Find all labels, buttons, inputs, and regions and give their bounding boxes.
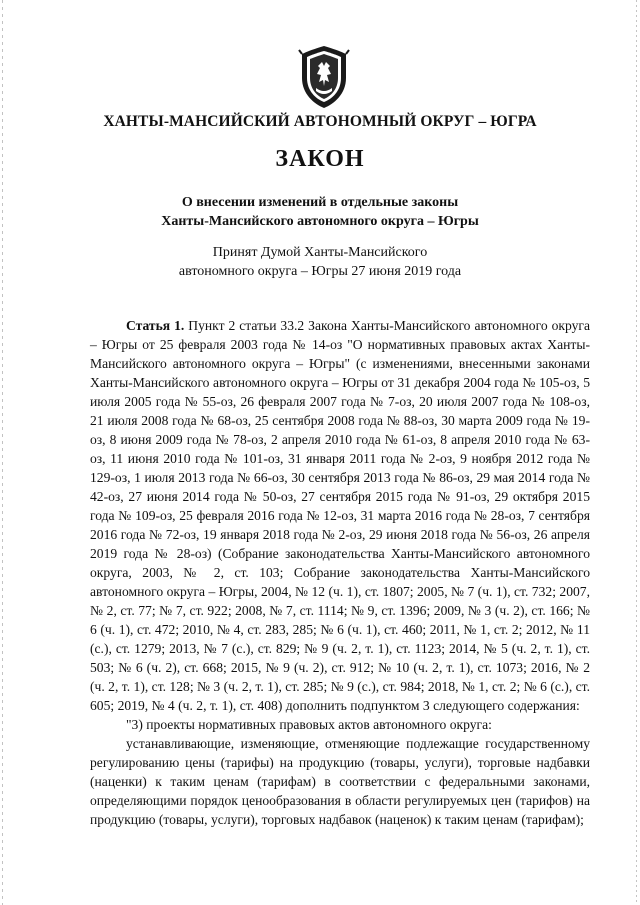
- article-1-text: Пункт 2 статьи 33.2 Закона Ханты-Мансийского автономного округа – Югры от 25 февраля 2003 года № 14-оз "О нормативных правовых актах Ханты-Мансийского автономного округа – Югры" (с изменениями, внесенными законами Ханты-Мансийского автономного округа – Югры от 31 декабря 2004 года № 105-оз, 5 июля 2005 года № 55-оз, 26 февраля 2007 года № 7-оз, 20 июля 2007 года № 108-оз, 21 июля 2008 года № 68-оз, 25 сентября 2008 года № 88-оз, 30 марта 2009 года № 19-оз, 8 июня 2009 года № 78-оз, 2 апреля 2010 года № 61-оз, 8 апреля 2010 года № 63-оз, 11 июня 2010 года № 101-оз, 31 января 2011 года № 2-оз, 9 ноября 2012 года № 129-оз, 1 июля 2013 года № 66-оз, 30 сентября 2013 года № 86-оз, 29 мая 2014 года № 42-оз, 27 июня 2014 года № 50-оз, 27 сентября 2015 года № 91-оз, 29 октября 2015 года № 109-оз, 25 февраля 2016 года № 12-оз, 31 марта 2016 года № 28-оз, 7 сентября 2016 года № 72-оз, 19 января 2018 года № 2-оз, 29 июня 2018 года № 56-оз, 26 апреля 2019 года № 28-оз) (Собрание законодательства Ханты-Мансийского автономного округа, 2003, № 2, ст. 103; Собрание законодательства Ханты-Мансийского автономного округа – Югры, 2004, № 12 (ч. 1), ст. 1807; 2005, № 7 (ч. 1), ст. 732; 2007, № 2, ст. 77; № 7, ст. 922; 2008, № 7, ст. 1114; № 9, ст. 1396; 2009, № 3 (ч. 2), ст. 166; № 6 (ч. 1), ст. 472; 2010, № 4, ст. 283, 285; № 6 (ч. 1), ст. 460; 2011, № 1, ст. 2; 2012, № 11 (с.), ст. 1279; 2013, № 7 (с.), ст. 829; № 9 (ч. 2, т. 1), ст. 1123; 2014, № 5 (ч. 2, т. 1), ст. 503; № 6 (ч. 2), ст. 668; 2015, № 9 (ч. 2), ст. 912; № 10 (ч. 2, т. 1), ст. 1073; 2016, № 2 (ч. 2, т. 1), ст. 128; № 3 (ч. 2, т. 1), ст. 285; № 9 (с.), ст. 984; 2018, № 1, ст. 2; № 6 (с.), ст. 605; 2019, № 4 (ч. 2, т. 1), ст. 408) дополнить подпунктом 3 следующего содержания:: [90, 318, 591, 713]
- adoption-note: [0, 244, 640, 281]
- coat-of-arms-emblem-icon: [298, 44, 350, 110]
- adoption-line-1: Принят Думой Ханты-Мансийского: [212, 245, 428, 260]
- quote-body: устанавливающие, изменяющие, отменяющие подлежащие государственному регулированию цены (тарифы) на продукцию (товары, услуги), торговые надбавки (наценки) к таким ценам (тарифам) в соответствии с федеральными законами, определяющими порядок ценообразования в области регулируемых цен (тарифов) на продукцию (товары, услуги), торговых надбавок (наценок) к таким ценам (тарифам);: [90, 736, 590, 827]
- article-1-label: Статья 1.: [126, 318, 185, 333]
- subtitle-line-1: О внесении изменений в отдельные законы: [181, 195, 459, 210]
- scan-edge-left: [2, 0, 3, 905]
- region-title: ХАНТЫ-МАНСИЙСКИЙ АВТОНОМНЫЙ ОКРУГ – ЮГРА: [103, 113, 537, 130]
- subtitle-line-2: Ханты-Мансийского автономного округа – Югры: [161, 214, 479, 229]
- scan-edge-right: [636, 0, 637, 905]
- article-1-paragraph: [90, 316, 590, 715]
- law-subtitle: [0, 193, 640, 231]
- quote-first-line: "3) проекты нормативных правовых актов автономного округа:: [126, 717, 492, 732]
- document-type-title: ЗАКОН: [275, 146, 365, 172]
- adoption-line-2: автономного округа – Югры 27 июня 2019 года: [178, 263, 462, 279]
- article-1: [90, 316, 590, 829]
